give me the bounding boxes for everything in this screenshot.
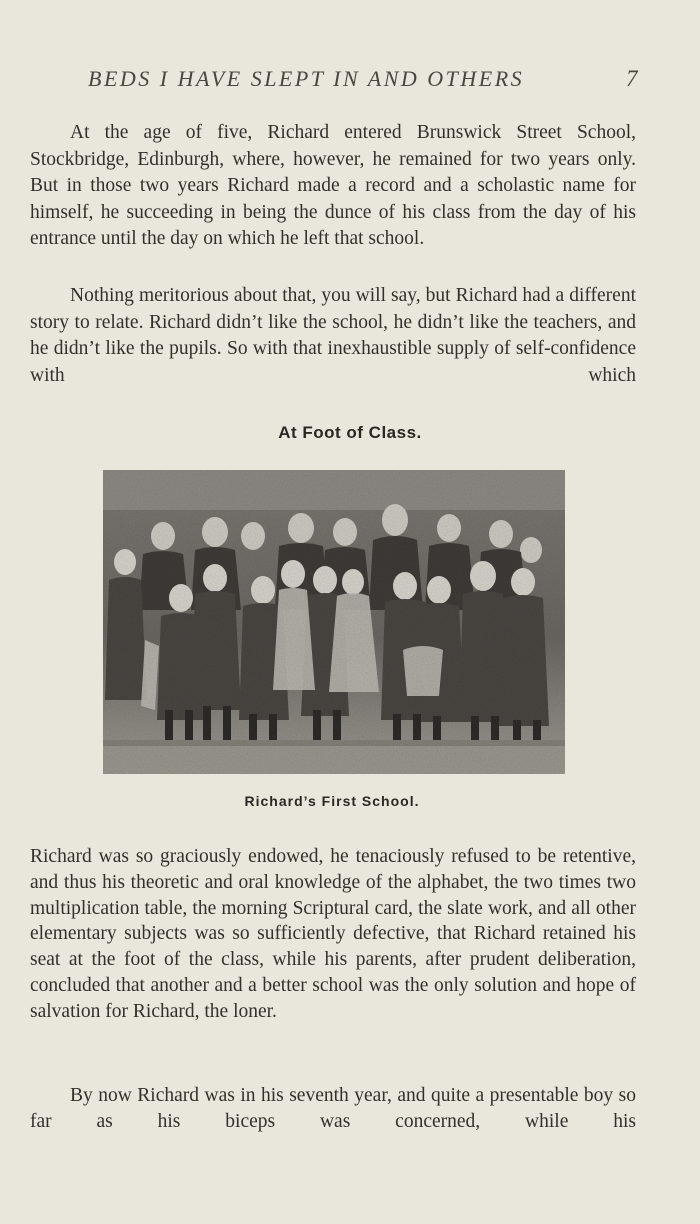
photo-caption: Richard’s First School. bbox=[244, 793, 420, 809]
paragraph-2: Nothing meritorious about that, you will say, but Richard had a different story to relate. Richard didn’t like the school, he didn’t like the teachers, and he didn’t like the pupils. So with that inexhaustible supply of self-confidence with which bbox=[30, 285, 636, 386]
running-head-title: BEDS I HAVE SLEPT IN AND OTHERS bbox=[88, 66, 525, 91]
page-number: 7 bbox=[626, 66, 640, 91]
paragraph-3: Richard was so graciously endowed, he tenaciously refused to be retentive, and thus his theoretic and oral knowledge of the alphabet, the two times two multiplication table, the morning Scriptural card, the slate work, and all other elementary subjects was so sufficiently defective, that Richard retained his seat at the foot of the class, while his parents, after prudent deliberation, concluded that another and a better school was the only solution and hope of salvation for Richard, the loner. bbox=[30, 846, 636, 1022]
figure-title: At Foot of Class. bbox=[278, 423, 422, 442]
paragraph-4: By now Richard was in his seventh year, and quite a presentable boy so far as his biceps was concerned, while his bbox=[30, 1085, 636, 1132]
paragraph-1: At the age of five, Richard entered Brunswick Street School, Stockbridge, Edinburgh, where, however, he remained for two years only. But in those two years Richard made a record and a scholastic name for himself, he succeeding in being the dunce of his class from the day of his entrance until the day on which he left that school. bbox=[30, 122, 636, 249]
class-photograph bbox=[103, 470, 565, 774]
